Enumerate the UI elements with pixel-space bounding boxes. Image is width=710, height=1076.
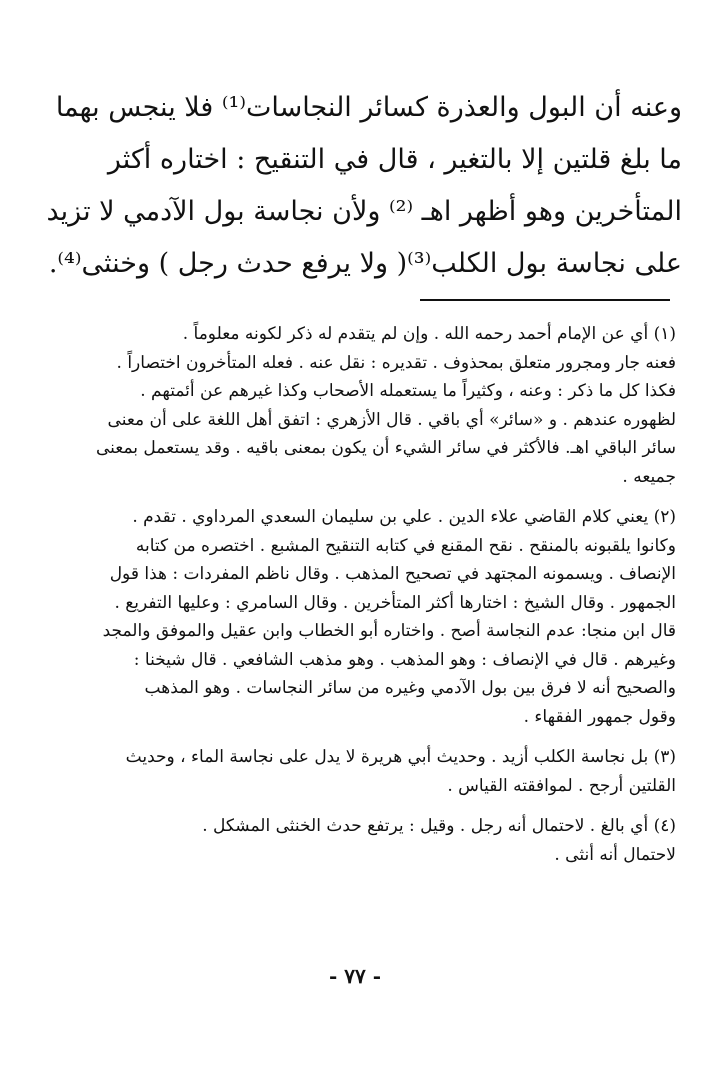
main-text bbox=[48, 82, 682, 290]
footnote-line: (٣) بل نجاسة الكلب أزيد . وحديث أبي هريرة لا يدل على نجاسة الماء ، وحديث bbox=[125, 747, 676, 767]
footnote-line: (٤) أي بالغ . لاحتمال أنه رجل . وقيل : يرتفع حدث الخنثى المشكل . bbox=[202, 816, 676, 836]
main-text-line: وعنه أن البول والعذرة كسائر النجاسات⁽¹⁾ فلا ينجس بهما bbox=[55, 92, 682, 123]
footnote-line: وقول جمهور الفقهاء . bbox=[523, 706, 676, 727]
footnote-line: الجمهور . وقال الشيخ : اختارها أكثر المتأخرين . وقال السامري : وعليها التفريع . bbox=[114, 592, 676, 613]
main-text-line: على نجاسة بول الكلب⁽³⁾( ولا يرفع حدث رجل ) وخنثى⁽⁴⁾. bbox=[48, 248, 682, 279]
footnote-line: لاحتمال أنه أنثى . bbox=[554, 844, 676, 865]
footnote-3 bbox=[60, 743, 676, 800]
footnotes bbox=[60, 320, 676, 881]
footnote-separator bbox=[420, 299, 670, 301]
footnote-line: القلتين أرجح . لموافقته القياس . bbox=[447, 775, 676, 796]
footnote-4 bbox=[60, 812, 676, 869]
footnote-line: لظهوره عندهم . و «سائر» أي باقي . قال الأزهري : اتفق أهل اللغة على أن معنى bbox=[107, 409, 676, 430]
footnote-line: وغيرهم . قال في الإنصاف : وهو المذهب . وهو مذهب الشافعي . قال شيخنا : bbox=[133, 649, 676, 670]
footnote-line: وكانوا يلقبونه بالمنقح . نقح المقنع في كتابه التنقيح المشبع . اختصره من كتابه bbox=[135, 535, 676, 556]
footnote-line: (٢) يعني كلام القاضي علاء الدين . علي بن سليمان السعدي المرداوي . تقدم . bbox=[132, 507, 676, 527]
footnote-line: فعنه جار ومجرور متعلق بمحذوف . تقديره : نقل عنه . فعله المتأخرون اختصاراً . bbox=[116, 352, 676, 373]
main-text-line: ما بلغ قلتين إلا بالتغير ، قال في التنقيح : اختاره أكثر bbox=[107, 144, 682, 175]
footnote-line: والصحيح أنه لا فرق بين بول الآدمي وغيره من سائر النجاسات . وهو المذهب bbox=[144, 678, 676, 698]
main-text-line: المتأخرين وهو أظهر اهـ ⁽²⁾ ولأن نجاسة بول الآدمي لا تزيد bbox=[46, 196, 682, 227]
footnote-2 bbox=[60, 503, 676, 731]
footnote-1 bbox=[60, 320, 676, 491]
page-number: - ٧٧ - bbox=[328, 964, 381, 988]
footnote-line: جميعه . bbox=[622, 466, 676, 487]
footnote-line: قال ابن منجا: عدم النجاسة أصح . واختاره أبو الخطاب وابن عقيل والموفق والمجد bbox=[102, 621, 676, 641]
footnote-line: سائر الباقي اهـ. فالأكثر في سائر الشيء أن يكون بمعنى باقيه . وقد يستعمل بمعنى bbox=[95, 438, 676, 458]
footnote-line: الإنصاف . ويسمونه المجتهد في تصحيح المذهب . وقال ناظم المفردات : هذا قول bbox=[109, 564, 676, 584]
footnote-line: (١) أي عن الإمام أحمد رحمه الله . وإن لم يتقدم له ذكر لكونه معلوماً . bbox=[182, 324, 676, 344]
footnote-line: فكذا كل ما ذكر : وعنه ، وكثيراً ما يستعمله الأصحاب وكذا غيرهم عن أئمتهم . bbox=[140, 381, 676, 401]
